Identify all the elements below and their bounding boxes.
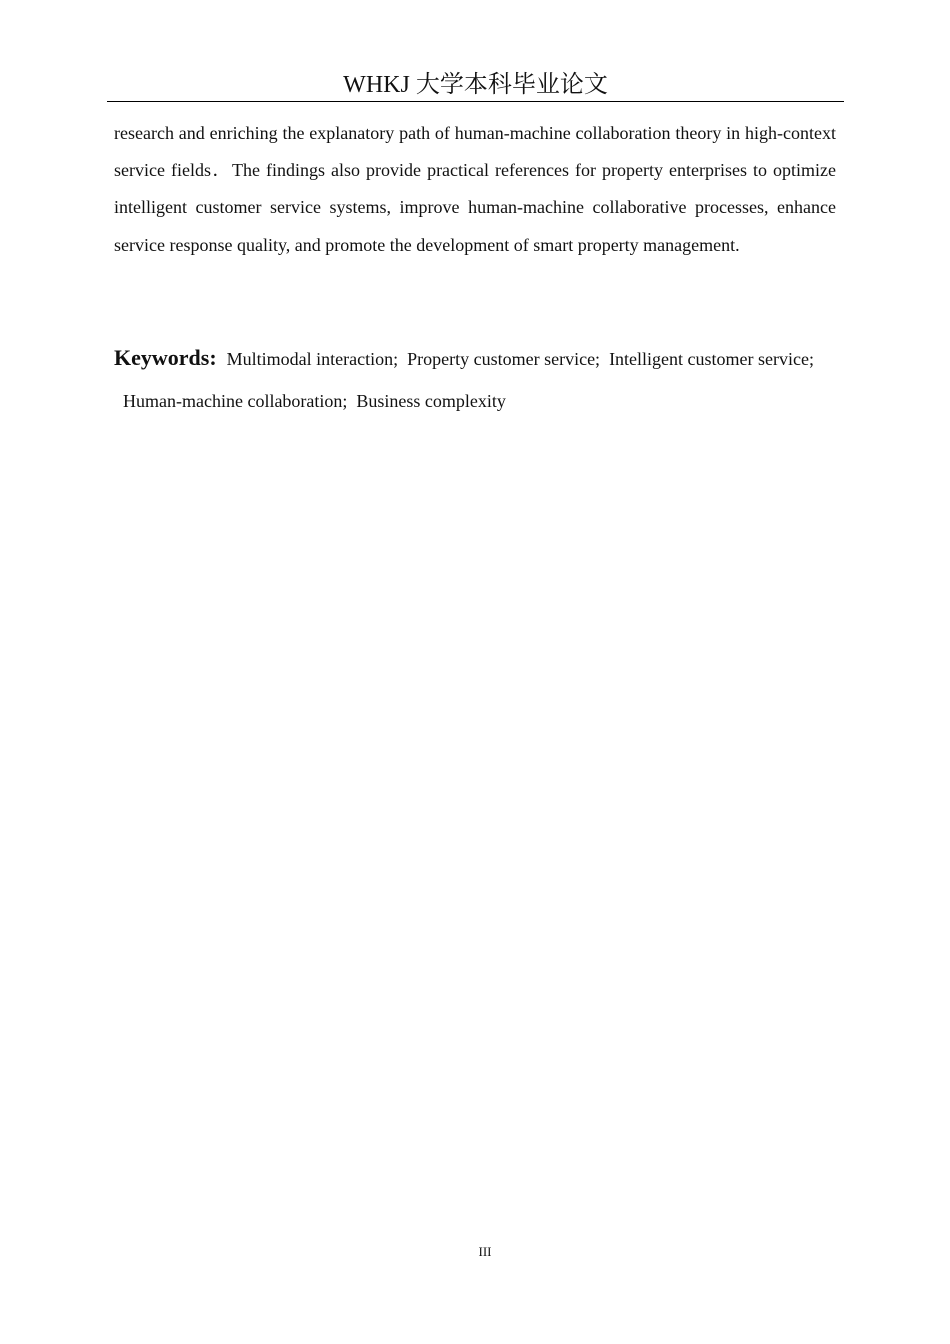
page-number: III <box>478 1244 492 1259</box>
keyword-item: Property customer service; <box>407 349 601 369</box>
running-header: WHKJ 大学本科毕业论文 <box>343 72 608 98</box>
keyword-item: Business complexity <box>356 391 506 411</box>
keywords-label: Keywords: <box>114 345 217 370</box>
keyword-item: Intelligent customer service; <box>609 349 814 369</box>
keywords-block <box>114 337 836 422</box>
abstract-paragraph: research and enriching the explanatory path of human-machine collaboration theory in high-context service fields．The findings also provide practical references for property enterprises to optimize intelligent customer service systems, improve human-machine collaborative processes, enhance service response quality, and promote the development of smart property management. <box>114 123 836 255</box>
keyword-item: Multimodal interaction; <box>226 349 399 369</box>
keyword-item: Human-machine collaboration; <box>123 391 348 411</box>
header-rule <box>107 101 844 102</box>
